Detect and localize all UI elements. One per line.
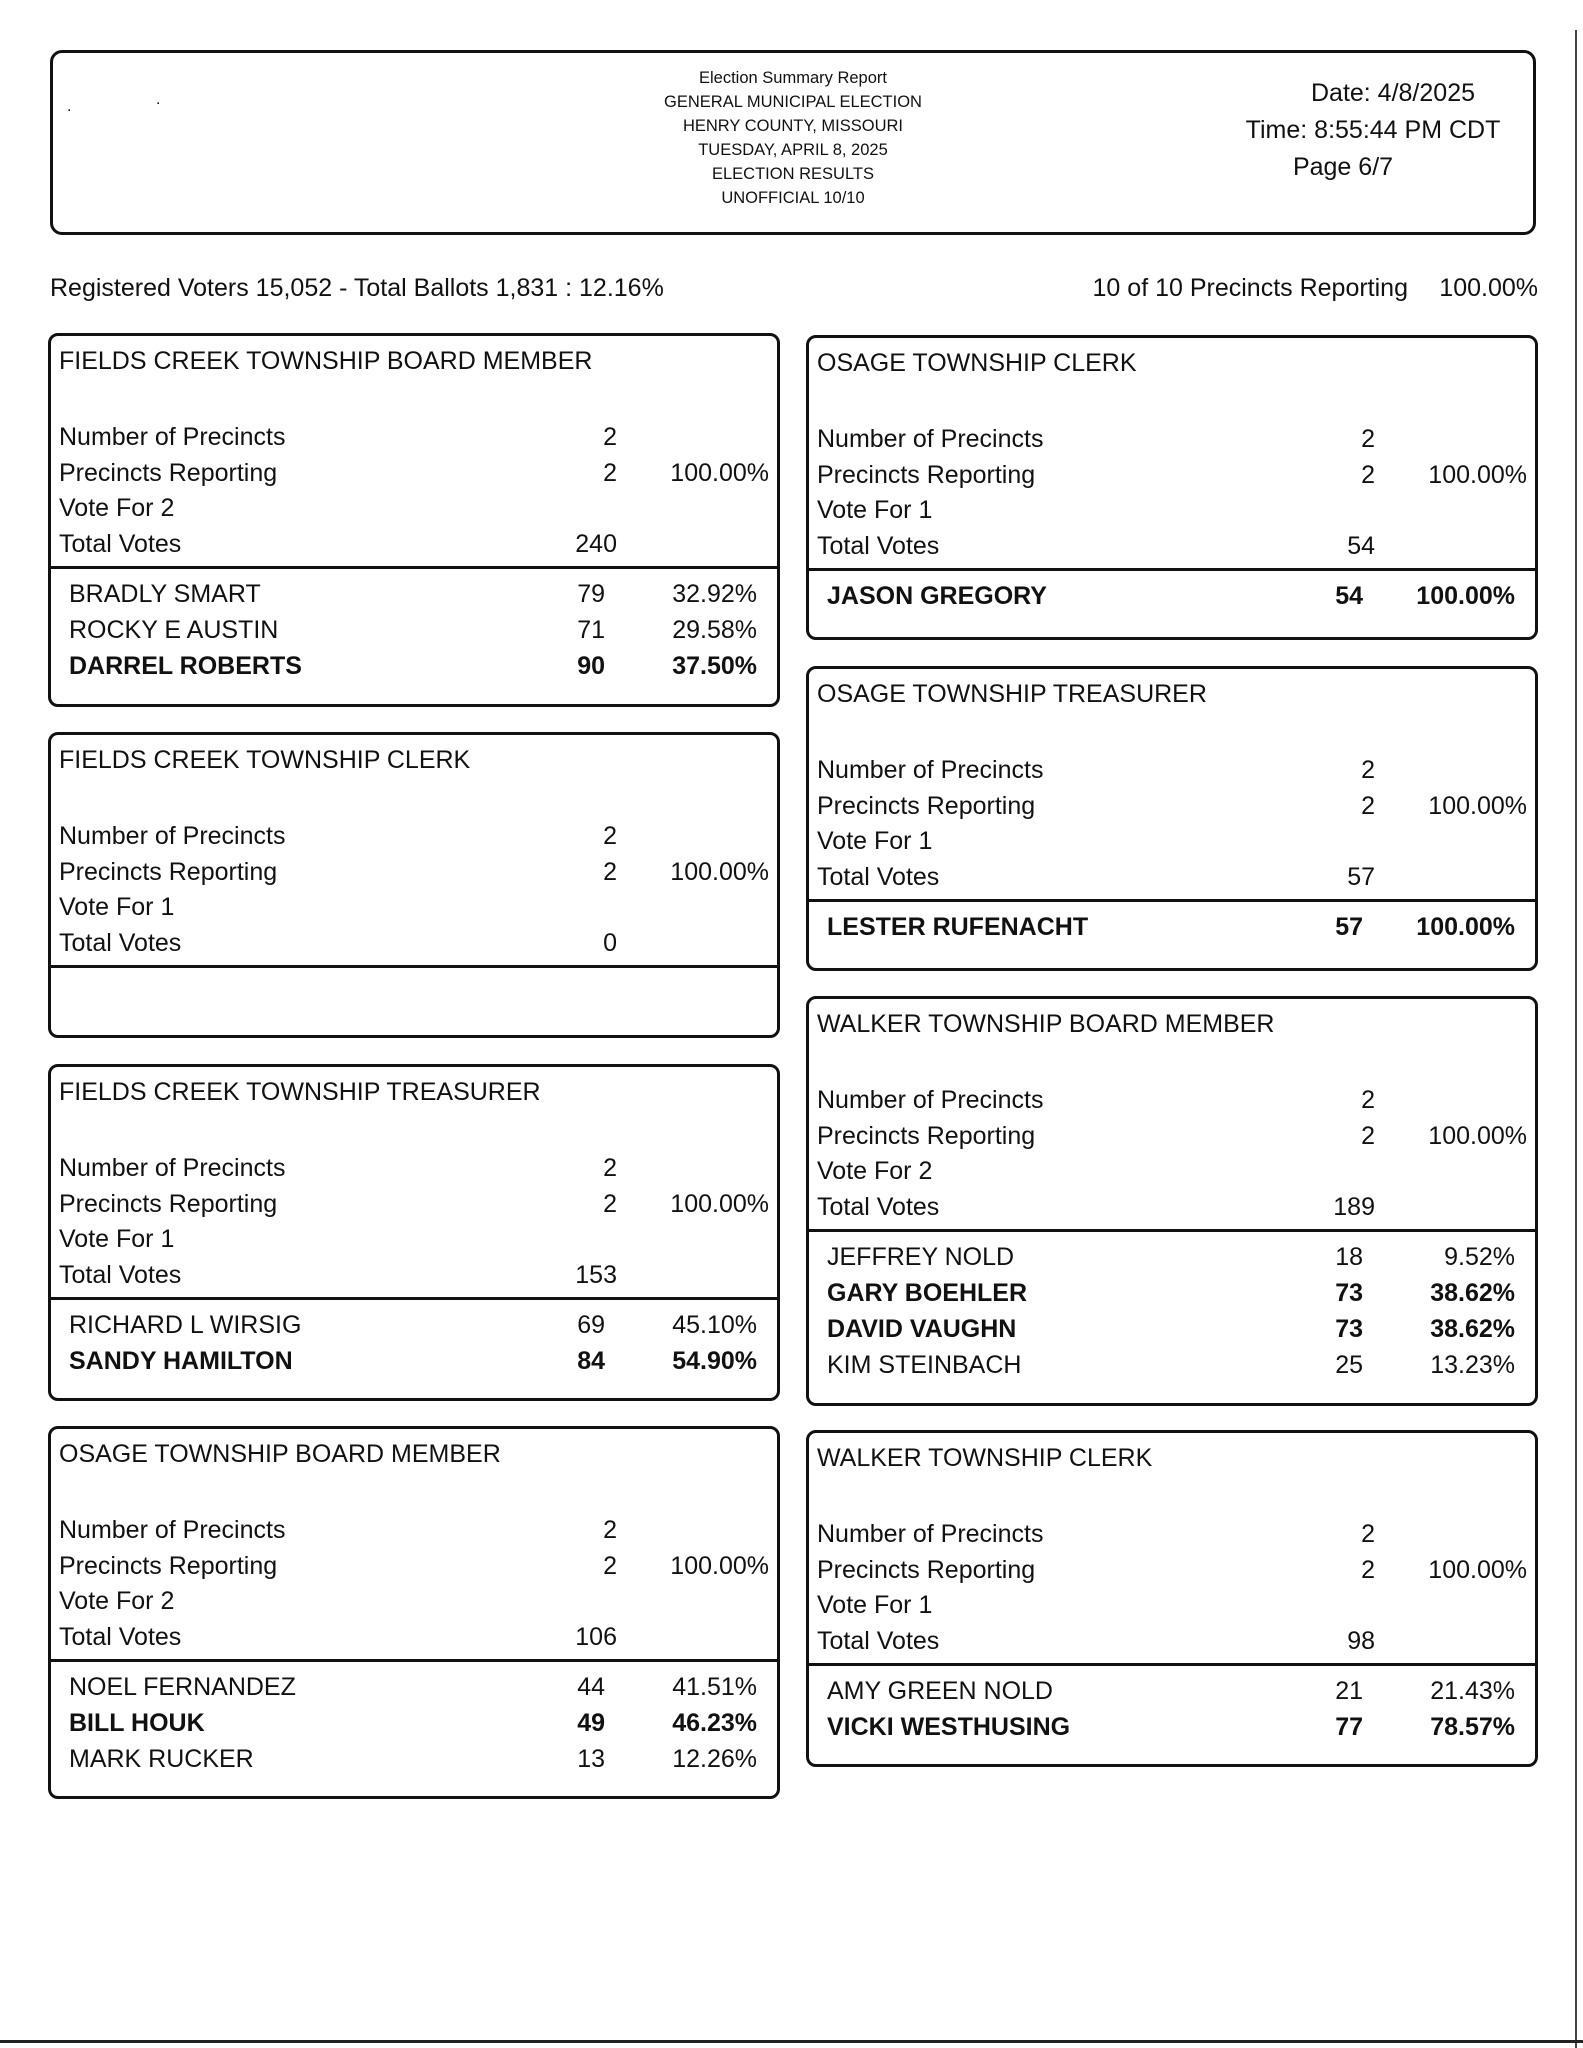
race-title: OSAGE TOWNSHIP CLERK xyxy=(817,349,1137,377)
candidate-votes: 73 xyxy=(1335,1315,1363,1343)
candidate-row xyxy=(809,1311,1535,1347)
stat-value: 2 xyxy=(603,423,617,451)
candidate-name: JEFFREY NOLD xyxy=(827,1243,1015,1271)
race-stats xyxy=(51,1513,777,1655)
results-label: ELECTION RESULTS xyxy=(712,165,874,183)
race-divider xyxy=(51,965,777,968)
stat-percent: 100.00% xyxy=(1428,1121,1527,1150)
candidate-votes: 69 xyxy=(577,1311,605,1339)
report-title: Election Summary Report xyxy=(699,69,887,87)
report-date: Date: 4/8/2025 xyxy=(1310,79,1475,107)
stat-label: Total Votes xyxy=(59,529,182,558)
vote-for-label: Vote For 1 xyxy=(59,893,175,921)
candidate-percent: 100.00% xyxy=(1416,582,1515,610)
candidate-name: KIM STEINBACH xyxy=(827,1351,1022,1379)
scan-edge-line xyxy=(1575,30,1577,2048)
number-of-precincts-row xyxy=(51,1513,777,1549)
candidate-list xyxy=(51,1307,777,1379)
candidate-votes: 90 xyxy=(577,652,605,680)
stat-label: Precincts Reporting xyxy=(817,460,1036,489)
stat-percent: 100.00% xyxy=(1428,460,1527,489)
stat-label: Number of Precincts xyxy=(817,756,1044,784)
turnout-summary xyxy=(50,270,1538,306)
race-divider xyxy=(51,566,777,569)
stat-label: Total Votes xyxy=(59,1622,182,1651)
race-box xyxy=(806,996,1538,1406)
number-of-precincts-row xyxy=(51,819,777,855)
stat-label: Total Votes xyxy=(817,862,940,891)
stat-value: 2 xyxy=(603,458,617,487)
vote-for-label: Vote For 1 xyxy=(817,1591,933,1619)
race-title: FIELDS CREEK TOWNSHIP TREASURER xyxy=(59,1078,541,1106)
candidate-percent: 37.50% xyxy=(672,652,757,680)
candidate-name: VICKI WESTHUSING xyxy=(827,1713,1071,1741)
vote-for-row xyxy=(809,1588,1535,1624)
stat-percent: 100.00% xyxy=(1428,791,1527,820)
candidate-row xyxy=(809,1673,1535,1709)
candidate-percent: 78.57% xyxy=(1430,1713,1515,1741)
candidate-row xyxy=(51,648,777,684)
stat-percent: 100.00% xyxy=(670,1189,769,1218)
candidate-name: SANDY HAMILTON xyxy=(69,1347,293,1375)
race-title: FIELDS CREEK TOWNSHIP CLERK xyxy=(59,746,471,774)
scan-mark: . xyxy=(156,91,161,108)
candidate-percent: 32.92% xyxy=(672,580,757,608)
stat-value: 2 xyxy=(1361,1121,1375,1150)
race-divider xyxy=(51,1659,777,1662)
stat-label: Precincts Reporting xyxy=(817,1555,1036,1584)
candidate-name: DAVID VAUGHN xyxy=(827,1315,1017,1343)
candidate-percent: 13.23% xyxy=(1430,1351,1515,1379)
stat-value: 2 xyxy=(603,1189,617,1218)
candidate-votes: 21 xyxy=(1335,1677,1363,1705)
vote-for-label: Vote For 2 xyxy=(59,494,175,522)
vote-for-row xyxy=(51,1584,777,1620)
county-name: HENRY COUNTY, MISSOURI xyxy=(682,117,904,135)
registered-voters-text: Registered Voters 15,052 - Total Ballots 1,831 : 12.16% xyxy=(50,274,664,302)
candidate-votes: 54 xyxy=(1335,582,1363,610)
candidate-name: NOEL FERNANDEZ xyxy=(69,1673,296,1701)
candidate-votes: 44 xyxy=(577,1673,605,1701)
vote-for-row xyxy=(809,824,1535,860)
race-stats xyxy=(809,1517,1535,1659)
candidate-row xyxy=(809,909,1535,945)
race-title: FIELDS CREEK TOWNSHIP BOARD MEMBER xyxy=(59,347,593,375)
candidate-name: RICHARD L WIRSIG xyxy=(69,1311,302,1339)
stat-percent: 100.00% xyxy=(670,458,769,487)
candidate-votes: 73 xyxy=(1335,1279,1363,1307)
stat-value: 54 xyxy=(1347,531,1375,560)
candidate-list xyxy=(809,1239,1535,1383)
election-date: TUESDAY, APRIL 8, 2025 xyxy=(698,141,888,159)
stat-value: 98 xyxy=(1347,1626,1375,1655)
page-number: Page 6/7 xyxy=(1292,153,1394,181)
candidate-row xyxy=(809,578,1535,614)
stat-value: 2 xyxy=(603,822,617,850)
number-of-precincts-row xyxy=(809,422,1535,458)
race-divider xyxy=(809,568,1535,571)
race-divider xyxy=(809,899,1535,902)
candidate-percent: 100.00% xyxy=(1416,913,1515,941)
vote-for-label: Vote For 1 xyxy=(59,1225,175,1253)
candidate-row xyxy=(51,576,777,612)
number-of-precincts-row xyxy=(809,753,1535,789)
stat-label: Precincts Reporting xyxy=(59,458,278,487)
stat-label: Total Votes xyxy=(817,1626,940,1655)
total-votes-row xyxy=(51,926,777,962)
report-meta xyxy=(1223,75,1523,186)
race-title: OSAGE TOWNSHIP BOARD MEMBER xyxy=(59,1440,501,1468)
stat-label: Total Votes xyxy=(59,1260,182,1289)
candidate-name: MARK RUCKER xyxy=(69,1745,254,1773)
race-stats xyxy=(51,420,777,562)
stat-label: Number of Precincts xyxy=(817,1520,1044,1548)
precincts-reporting-text: 10 of 10 Precincts Reporting xyxy=(1092,274,1408,302)
race-divider xyxy=(51,1297,777,1300)
precincts-reporting-row xyxy=(51,456,777,492)
candidate-list xyxy=(51,1669,777,1777)
candidate-name: BILL HOUK xyxy=(69,1709,205,1737)
stat-percent: 100.00% xyxy=(670,1551,769,1580)
candidate-votes: 25 xyxy=(1335,1351,1363,1379)
candidate-percent: 38.62% xyxy=(1430,1279,1515,1307)
stat-value: 2 xyxy=(603,857,617,886)
candidate-list xyxy=(809,578,1535,614)
vote-for-row xyxy=(809,493,1535,529)
candidate-votes: 49 xyxy=(577,1709,605,1737)
stat-value: 2 xyxy=(1361,791,1375,820)
number-of-precincts-row xyxy=(51,1151,777,1187)
candidate-row xyxy=(51,1705,777,1741)
candidate-row xyxy=(809,1275,1535,1311)
vote-for-row xyxy=(51,1222,777,1258)
stat-value: 2 xyxy=(603,1154,617,1182)
precincts-reporting-row xyxy=(51,855,777,891)
race-box xyxy=(48,333,780,707)
race-divider xyxy=(809,1663,1535,1666)
candidate-percent: 45.10% xyxy=(672,1311,757,1339)
unofficial-label: UNOFFICIAL 10/10 xyxy=(721,189,865,207)
candidate-votes: 57 xyxy=(1335,913,1363,941)
stat-label: Number of Precincts xyxy=(59,1516,286,1544)
candidate-name: ROCKY E AUSTIN xyxy=(69,616,279,644)
stat-label: Total Votes xyxy=(59,928,182,957)
stat-label: Total Votes xyxy=(817,531,940,560)
stat-value: 2 xyxy=(1361,756,1375,784)
precincts-reporting-pct: 100.00% xyxy=(1439,274,1538,302)
precincts-reporting-row xyxy=(809,1119,1535,1155)
precincts-reporting-row xyxy=(809,1553,1535,1589)
candidate-list xyxy=(809,909,1535,945)
total-votes-row xyxy=(809,529,1535,565)
stat-value: 2 xyxy=(1361,1520,1375,1548)
candidate-name: GARY BOEHLER xyxy=(827,1279,1028,1307)
candidate-percent: 21.43% xyxy=(1430,1677,1515,1705)
candidate-row xyxy=(809,1347,1535,1383)
candidate-row xyxy=(809,1239,1535,1275)
number-of-precincts-row xyxy=(809,1083,1535,1119)
stat-value: 106 xyxy=(575,1622,617,1651)
stat-label: Total Votes xyxy=(817,1192,940,1221)
candidate-row xyxy=(51,1669,777,1705)
candidate-name: LESTER RUFENACHT xyxy=(827,913,1089,941)
candidate-votes: 13 xyxy=(577,1745,605,1773)
candidate-name: AMY GREEN NOLD xyxy=(827,1677,1053,1705)
total-votes-row xyxy=(809,1190,1535,1226)
total-votes-row xyxy=(51,527,777,563)
stat-percent: 100.00% xyxy=(1428,1555,1527,1584)
candidate-votes: 18 xyxy=(1335,1243,1363,1271)
stat-value: 2 xyxy=(1361,1555,1375,1584)
vote-for-row xyxy=(51,890,777,926)
candidate-votes: 84 xyxy=(577,1347,605,1375)
race-stats xyxy=(809,753,1535,895)
total-votes-row xyxy=(809,860,1535,896)
candidate-percent: 38.62% xyxy=(1430,1315,1515,1343)
candidate-row xyxy=(51,612,777,648)
vote-for-label: Vote For 2 xyxy=(817,1157,933,1185)
stat-value: 189 xyxy=(1333,1192,1375,1221)
vote-for-row xyxy=(809,1154,1535,1190)
stat-value: 2 xyxy=(1361,460,1375,489)
stat-label: Number of Precincts xyxy=(59,1154,286,1182)
stat-value: 0 xyxy=(603,928,617,957)
candidate-percent: 12.26% xyxy=(672,1745,757,1773)
candidate-name: JASON GREGORY xyxy=(827,582,1047,610)
race-box xyxy=(48,1426,780,1799)
race-stats xyxy=(809,1083,1535,1225)
stat-value: 240 xyxy=(575,529,617,558)
candidate-row xyxy=(51,1741,777,1777)
scan-bottom-line xyxy=(0,2040,1583,2043)
race-title: WALKER TOWNSHIP BOARD MEMBER xyxy=(817,1010,1275,1038)
candidate-list xyxy=(809,1673,1535,1745)
stat-label: Number of Precincts xyxy=(817,425,1044,453)
race-box xyxy=(48,1064,780,1401)
stat-label: Precincts Reporting xyxy=(59,1189,278,1218)
number-of-precincts-row xyxy=(51,420,777,456)
stat-label: Precincts Reporting xyxy=(817,1121,1036,1150)
stat-label: Precincts Reporting xyxy=(817,791,1036,820)
stat-value: 2 xyxy=(1361,425,1375,453)
stat-percent: 100.00% xyxy=(670,857,769,886)
stat-label: Precincts Reporting xyxy=(59,857,278,886)
candidate-votes: 79 xyxy=(577,580,605,608)
scan-mark: . xyxy=(67,98,72,115)
candidate-row xyxy=(51,1307,777,1343)
vote-for-label: Vote For 1 xyxy=(817,827,933,855)
precincts-reporting-row xyxy=(809,789,1535,825)
election-name: GENERAL MUNICIPAL ELECTION xyxy=(664,93,922,111)
race-stats xyxy=(51,819,777,961)
candidate-percent: 46.23% xyxy=(672,1709,757,1737)
stat-label: Number of Precincts xyxy=(817,1086,1044,1114)
candidate-percent: 54.90% xyxy=(672,1347,757,1375)
total-votes-row xyxy=(51,1620,777,1656)
stat-value: 153 xyxy=(575,1260,617,1289)
stat-label: Number of Precincts xyxy=(59,822,286,850)
candidate-percent: 29.58% xyxy=(672,616,757,644)
stat-value: 57 xyxy=(1347,862,1375,891)
candidate-percent: 9.52% xyxy=(1444,1243,1515,1271)
stat-label: Number of Precincts xyxy=(59,423,286,451)
candidate-votes: 77 xyxy=(1335,1713,1363,1741)
candidate-row xyxy=(809,1709,1535,1745)
candidate-row xyxy=(51,1343,777,1379)
precincts-reporting-row xyxy=(51,1187,777,1223)
report-time: Time: 8:55:44 PM CDT xyxy=(1245,116,1501,144)
stat-label: Precincts Reporting xyxy=(59,1551,278,1580)
precincts-reporting-row xyxy=(809,458,1535,494)
race-box xyxy=(806,335,1538,640)
vote-for-label: Vote For 2 xyxy=(59,1587,175,1615)
stat-value: 2 xyxy=(1361,1086,1375,1114)
report-header xyxy=(50,50,1536,235)
total-votes-row xyxy=(51,1258,777,1294)
race-title: WALKER TOWNSHIP CLERK xyxy=(817,1444,1153,1472)
stat-value: 2 xyxy=(603,1516,617,1544)
stat-value: 2 xyxy=(603,1551,617,1580)
race-box xyxy=(806,1430,1538,1767)
candidate-votes: 71 xyxy=(577,616,605,644)
race-box xyxy=(48,732,780,1038)
race-divider xyxy=(809,1229,1535,1232)
number-of-precincts-row xyxy=(809,1517,1535,1553)
race-box xyxy=(806,666,1538,971)
race-stats xyxy=(51,1151,777,1293)
candidate-percent: 41.51% xyxy=(672,1673,757,1701)
precincts-reporting-row xyxy=(51,1549,777,1585)
vote-for-row xyxy=(51,491,777,527)
candidate-list xyxy=(51,576,777,684)
total-votes-row xyxy=(809,1624,1535,1660)
vote-for-label: Vote For 1 xyxy=(817,496,933,524)
candidate-name: DARREL ROBERTS xyxy=(69,652,302,680)
race-stats xyxy=(809,422,1535,564)
candidate-name: BRADLY SMART xyxy=(69,580,261,608)
race-title: OSAGE TOWNSHIP TREASURER xyxy=(817,680,1207,708)
